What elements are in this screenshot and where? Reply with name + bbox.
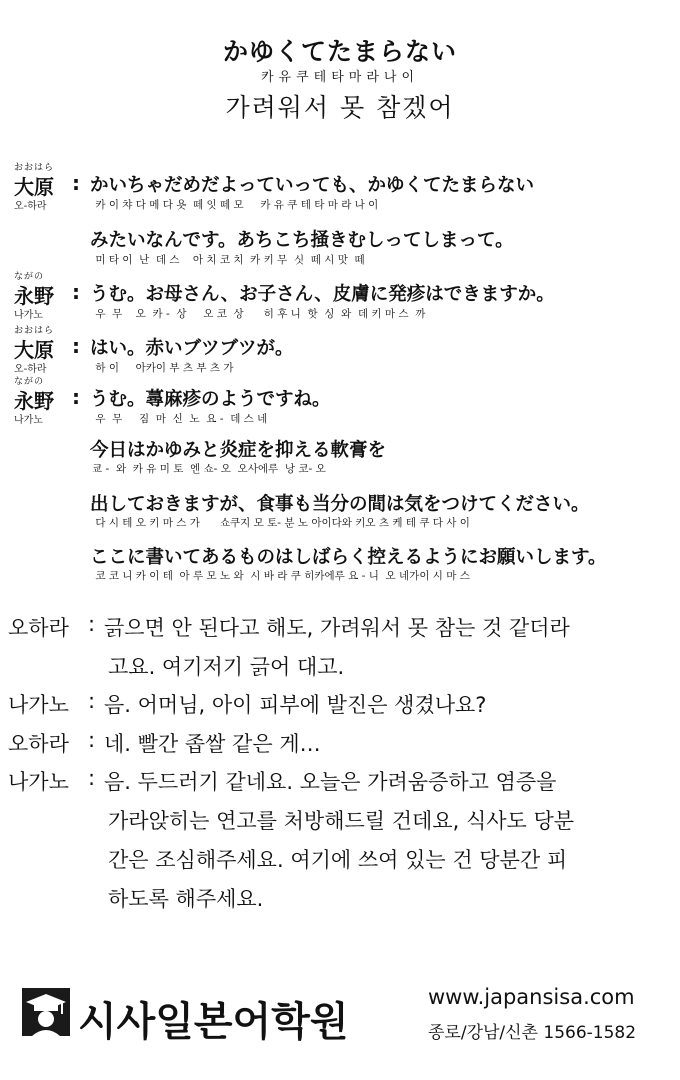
translation-colon: : (88, 612, 96, 636)
korean-pronunciation-line: 우 무 오 카 - 상 오 코 상 히 후 니 핫 싱 와 데 키 마 스 까 (92, 308, 426, 320)
title-japanese: かゆくてたまらない (222, 37, 457, 66)
speaker-name: 永野 (14, 389, 54, 413)
japanese-line: うむ。蕁麻疹のようですね。 (90, 389, 331, 410)
japanese-line: ここに書いてあるものはしばらく控えるようにお願いします。 (90, 547, 607, 568)
translation-colon: : (88, 766, 96, 790)
japanese-line: うむ。お母さん、お子さん、皮膚に発疹はできますか。 (90, 284, 555, 305)
translation-line: 음. 어머님, 아이 피부에 발진은 생겼나요? (104, 693, 487, 717)
korean-pronunciation-line: 카 이 챠 다 메 다 욧 떼 잇 떼 모 카 유 쿠 테 타 마 라 나 이 (92, 199, 379, 211)
speaker-kana: 오-하라 (14, 364, 47, 375)
korean-pronunciation-line: 쿄 - 와 카 유 미 토 엔 쇼- 오 오사에루 낭 코- 오 (92, 463, 326, 475)
speaker-kana: 오-하라 (14, 201, 47, 212)
speaker-reading: ながの (14, 377, 45, 387)
speaker-reading: ながの (14, 272, 45, 282)
korean-pronunciation-line: 우 무 짐 마 신 노 요 - 데 스 네 (92, 413, 268, 425)
speaker-name: 永野 (14, 284, 54, 308)
translation-line: 음. 두드러기 같네요. 오늘은 가려움증하고 염증을 (104, 770, 557, 794)
japanese-line: かいちゃだめだよっていっても、かゆくてたまらない (90, 175, 535, 196)
translation-line: 네. 빨간 좁쌀 같은 게… (104, 732, 321, 756)
speaker-reading: おおはら (14, 326, 55, 336)
speaker-kana: 나가노 (14, 310, 43, 321)
translation-speaker: 나가노 (8, 693, 69, 717)
translation-line: 고요. 여기저기 긁어 대고. (108, 655, 345, 679)
korean-pronunciation-line: 코 코 니 카 이 테 아 루 모 노 와 시 바 라 쿠 히카에루 요 - 니 오 네가이 시 마 스 (92, 570, 470, 582)
speaker-colon: : (72, 171, 80, 195)
speaker-colon: : (72, 334, 80, 358)
translation-line: 간은 조심해주세요. 여기에 쓰여 있는 건 당분간 피 (108, 848, 568, 872)
japanese-line: 出しておきますが、食事も当分の間は気をつけてください。 (90, 494, 590, 515)
japanese-line: はい。赤いブツブツが。 (90, 338, 294, 359)
branches-phone: 종로/강남/신촌 1566-1582 (428, 1023, 637, 1043)
speaker-name: 大原 (14, 175, 54, 199)
translation-speaker: 오하라 (8, 616, 69, 640)
speaker-colon: : (72, 385, 80, 409)
speaker-colon: : (72, 280, 80, 304)
academy-logo-icon (22, 988, 70, 1036)
speaker-name: 大原 (14, 338, 54, 362)
translation-colon: : (88, 689, 96, 713)
translation-line: 긁으면 안 된다고 해도, 가려워서 못 참는 것 같더라 (104, 616, 570, 640)
website-url: www.japansisa.com (428, 985, 635, 1009)
translation-speaker: 오하라 (8, 732, 69, 756)
translation-line: 가라앉히는 연고를 처방해드릴 건데요, 식사도 당분 (108, 809, 575, 833)
korean-pronunciation-line: 하 이 아카이 부 츠 부 츠 가 (92, 362, 234, 374)
korean-pronunciation-line: 다 시 테 오 키 마 스 가 쇼쿠지 모 토- 분 노 아이다와 키오 츠 케 테 쿠 다 사 이 (92, 517, 470, 529)
translation-colon: : (88, 728, 96, 752)
japanese-line: みたいなんです。あちこち掻きむしってしまって。 (90, 230, 514, 251)
japanese-line: 今日はかゆみと炎症を抑える軟膏を (90, 440, 387, 461)
translation-speaker: 나가노 (8, 770, 69, 794)
title-korean-translation: 가려워서 못 참겠어 (225, 93, 455, 122)
speaker-reading: おおはら (14, 163, 55, 173)
korean-pronunciation-line: 미 타 이 난 데 스 아 치 코 치 카 키 무 싯 떼 시 맛 떼 (92, 254, 365, 266)
speaker-kana: 나가노 (14, 415, 43, 426)
translation-line: 하도록 해주세요. (108, 887, 264, 911)
title-korean-pronunciation: 카유쿠테타마라나이 (260, 70, 420, 85)
academy-brand-name: 시사일본어학원 (78, 999, 349, 1045)
